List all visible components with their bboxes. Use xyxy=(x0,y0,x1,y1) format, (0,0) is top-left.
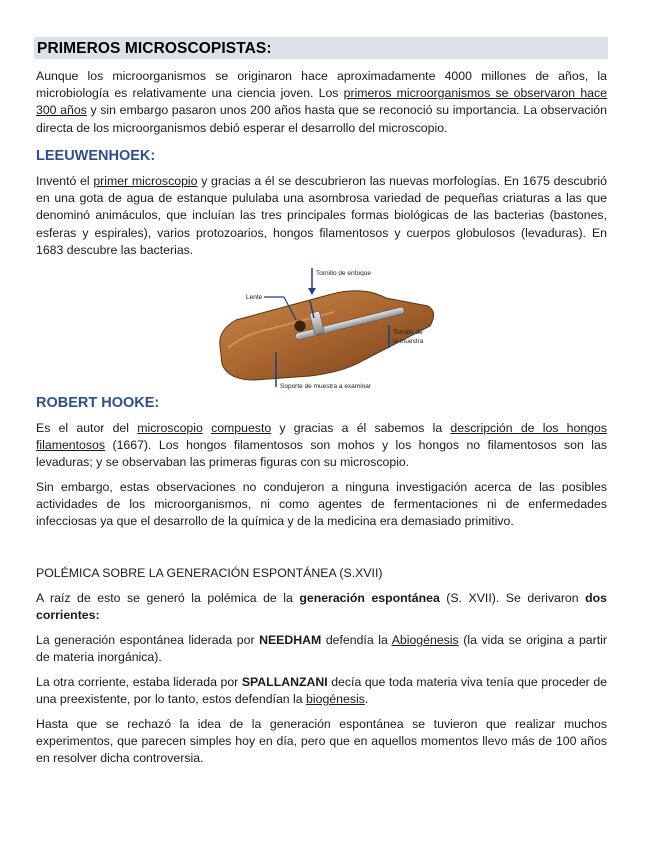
label-specimen-screw-2: la muestra xyxy=(393,338,424,345)
polemica-heading: POLÉMICA SOBRE LA GENERACIÓN ESPONTÁNEA (S.XVII) xyxy=(36,566,383,580)
leeuwenhoek-heading: LEEUWENHOEK: xyxy=(36,148,156,164)
polemica-p2-bold-1: NEEDHAM xyxy=(259,633,322,647)
hooke-text-4: (1667). Los hongos filamentosos son mohos y los hongos no filamentosos son las levaduras; y se observaban las primeras figuras con su microscopio. xyxy=(36,438,607,470)
intro-paragraph xyxy=(36,68,607,137)
hooke-text-2 xyxy=(203,421,211,435)
hooke-paragraph-1 xyxy=(36,420,607,472)
polemica-p3-underlined-1: biogénesis xyxy=(306,692,365,707)
hooke-text-1: Es el autor del xyxy=(36,421,138,435)
polemica-p2-text-3: (la vida se origina a partir de materia inorgánica). xyxy=(36,633,607,665)
polemica-p3-text-2: decía que toda materia viva tenía que proceder de una preexistente, por lo tanto, estos defendían la xyxy=(36,675,607,707)
intro-underlined-1: primeros microorganismos se observaron hace 300 años xyxy=(36,86,607,118)
polemica-p1-bold-1: generación espontánea xyxy=(299,591,440,605)
polemica-paragraph-1 xyxy=(36,590,607,624)
polemica-paragraph-4: Hasta que se rechazó la idea de la generación espontánea se tuvieron que realizar muchos experimentos, que parecen simples hoy en día, pero que en aquellos momentos llevo más de 100 años en resolver dicha controversia. xyxy=(36,717,607,766)
polemica-p2-text-2: defendía la xyxy=(321,633,392,647)
polemica-p1-text-2: (S. XVII). Se derivaron xyxy=(439,591,586,605)
polemica-p2-underlined-1: Abiogénesis xyxy=(391,633,459,647)
polemica-p3-text-1: La otra corriente, estaba liderada por xyxy=(36,675,242,689)
leeuwenhoek-underlined-1: primer microscopio xyxy=(93,174,198,188)
label-focus-screw: Tornillo de enfoque xyxy=(316,270,371,277)
polemica-p1-text-1: A raíz de esto se generó la polémica de la xyxy=(36,591,300,605)
hooke-heading: ROBERT HOOKE: xyxy=(36,395,160,411)
polemica-paragraph-2 xyxy=(36,632,607,666)
polemica-p3-text-3: . xyxy=(364,692,369,707)
hooke-underlined-1: microscopio xyxy=(137,421,203,435)
page-title: PRIMEROS MICROSCOPISTAS: xyxy=(37,40,272,57)
hooke-paragraph-2: Sin embargo, estas observaciones no condujeron a ninguna investigación acerca de las posibles actividades de los microorganismos, ni como agentes de fermentaciones ni de enfermedades infecciosas ya que el desarrollo de la química y de la medicina era demasiado primitivo. xyxy=(36,480,607,529)
lens-hole xyxy=(295,321,305,331)
polemica-paragraph-3 xyxy=(36,674,607,708)
label-specimen-screw-1: Tornillo de xyxy=(393,329,423,336)
hooke-text-3: y gracias a él sabemos la xyxy=(271,421,451,435)
intro-text-1: Aunque los microorganismos se originaron hace aproximadamente 4000 millones de años, la microbiología es relativamente una ciencia joven. Los xyxy=(36,69,607,101)
section-title-bar xyxy=(34,37,608,59)
intro-text-2: y sin embargo pasaron unos 200 años hasta que se reconoció su importancia. La observación directa de los microorganismos debió esperar el desarrollo del microscopio. xyxy=(36,103,607,135)
label-specimen-support: Soporte de muestra a examinar xyxy=(280,383,372,390)
label-lens: Lente xyxy=(246,294,263,301)
leeuwenhoek-text-2: y gracias a él se descubrieron las nuevas morfologías. En 1675 descubrió en una gota de agua de estanque pululaba una asombrosa variedad de pequeñas criaturas a las que denominó animáculos, que incluían las tres principales formas biológicas de las bacterias (bastones, esferas y espirales), varios protozoarios, hongos filamentosos y cuerpos globulosos (levaduras). En 1683 descubre las bacterias. xyxy=(36,174,607,257)
hooke-underlined-2: compuesto xyxy=(211,421,272,435)
leeuwenhoek-text-1: Inventó el xyxy=(36,174,94,188)
polemica-p1-bold-2: dos corrientes: xyxy=(36,591,607,623)
polemica-p3-bold-1: SPALLANZANI xyxy=(241,675,328,689)
hooke-underlined-3: descripción de los hongos filamentosos xyxy=(36,421,607,453)
polemica-p2-text-1: La generación espontánea liderada por xyxy=(36,633,260,647)
microscope-figure xyxy=(214,268,444,392)
leeuwenhoek-paragraph xyxy=(36,173,607,259)
